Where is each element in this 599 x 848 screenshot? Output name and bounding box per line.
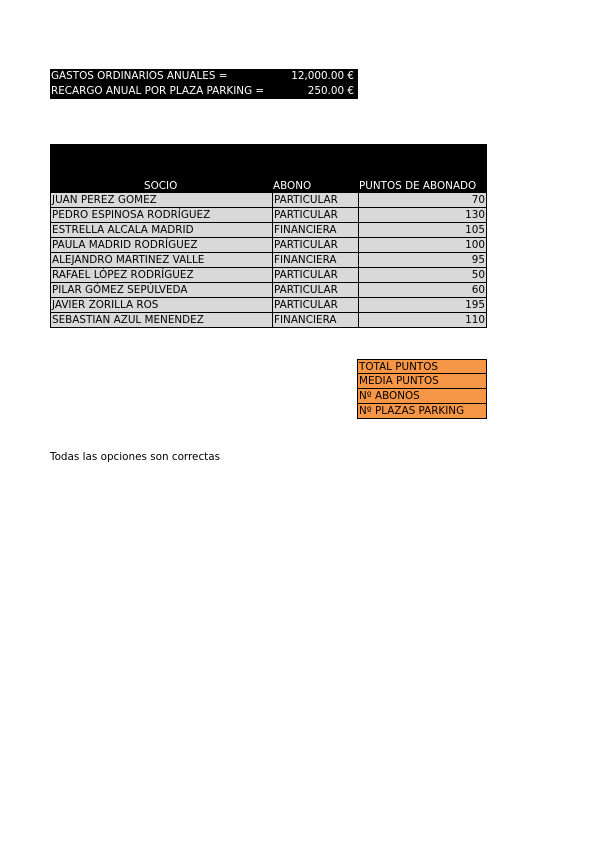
- cell-abono[interactable]: FINANCIERA: [272, 313, 358, 327]
- cost-label: RECARGO ANUAL POR PLAZA PARKING =: [51, 85, 265, 97]
- cell-socio[interactable]: ALEJANDRO MARTINEZ VALLE: [50, 253, 272, 267]
- table-row: [50, 238, 487, 253]
- cell-socio[interactable]: SEBASTIAN AZUL MENENDEZ: [50, 313, 272, 327]
- table-row: [50, 253, 487, 268]
- summary-num-plazas-parking[interactable]: Nº PLAZAS PARKING: [357, 404, 487, 419]
- members-table-header: [50, 144, 487, 193]
- cell-puntos[interactable]: 105: [358, 223, 487, 237]
- cell-socio[interactable]: PAULA MADRID RODRÍGUEZ: [50, 238, 272, 252]
- cell-puntos[interactable]: 100: [358, 238, 487, 252]
- cell-abono[interactable]: PARTICULAR: [272, 298, 358, 312]
- cost-row-recargo: [50, 84, 358, 99]
- cost-row-gastos: [50, 69, 358, 84]
- cell-abono[interactable]: FINANCIERA: [272, 223, 358, 237]
- cell-abono[interactable]: PARTICULAR: [272, 193, 358, 207]
- cell-socio[interactable]: PEDRO ESPINOSA RODRÍGUEZ: [50, 208, 272, 222]
- cell-abono[interactable]: PARTICULAR: [272, 283, 358, 297]
- cell-puntos[interactable]: 95: [358, 253, 487, 267]
- annual-costs-block: [50, 69, 358, 99]
- cell-puntos[interactable]: 70: [358, 193, 487, 207]
- answer-note: Todas las opciones son correctas: [50, 451, 221, 463]
- table-row: [50, 298, 487, 313]
- cell-socio[interactable]: JUAN PEREZ GOMEZ: [50, 193, 272, 207]
- table-row: [50, 193, 487, 208]
- cell-puntos[interactable]: 110: [358, 313, 487, 327]
- summary-media-puntos[interactable]: MEDIA PUNTOS: [357, 374, 487, 389]
- cell-socio[interactable]: PILAR GÓMEZ SEPÚLVEDA: [50, 283, 272, 297]
- cost-value: 12,000.00 €: [291, 70, 354, 82]
- cell-abono[interactable]: PARTICULAR: [272, 238, 358, 252]
- summary-box: [357, 359, 487, 419]
- members-table-body: [50, 193, 487, 328]
- summary-num-abonos[interactable]: Nº ABONOS: [357, 389, 487, 404]
- cell-puntos[interactable]: 130: [358, 208, 487, 222]
- table-row: [50, 208, 487, 223]
- cell-puntos[interactable]: 195: [358, 298, 487, 312]
- header-socio: SOCIO: [144, 180, 178, 192]
- table-row: [50, 223, 487, 238]
- cost-value: 250.00 €: [307, 85, 354, 97]
- cell-puntos[interactable]: 60: [358, 283, 487, 297]
- summary-total-puntos[interactable]: TOTAL PUNTOS: [357, 359, 487, 374]
- cell-abono[interactable]: PARTICULAR: [272, 268, 358, 282]
- header-abono: ABONO: [273, 180, 312, 192]
- cell-abono[interactable]: PARTICULAR: [272, 208, 358, 222]
- table-row: [50, 313, 487, 328]
- table-row: [50, 283, 487, 298]
- cell-socio[interactable]: JAVIER ZORILLA ROS: [50, 298, 272, 312]
- table-row: [50, 268, 487, 283]
- cell-socio[interactable]: ESTRELLA ALCALA MADRID: [50, 223, 272, 237]
- cell-abono[interactable]: FINANCIERA: [272, 253, 358, 267]
- cell-puntos[interactable]: 50: [358, 268, 487, 282]
- cell-socio[interactable]: RAFAEL LÓPEZ RODRÍGUEZ: [50, 268, 272, 282]
- cost-label: GASTOS ORDINARIOS ANUALES =: [51, 70, 228, 82]
- header-puntos: PUNTOS DE ABONADO: [359, 180, 477, 192]
